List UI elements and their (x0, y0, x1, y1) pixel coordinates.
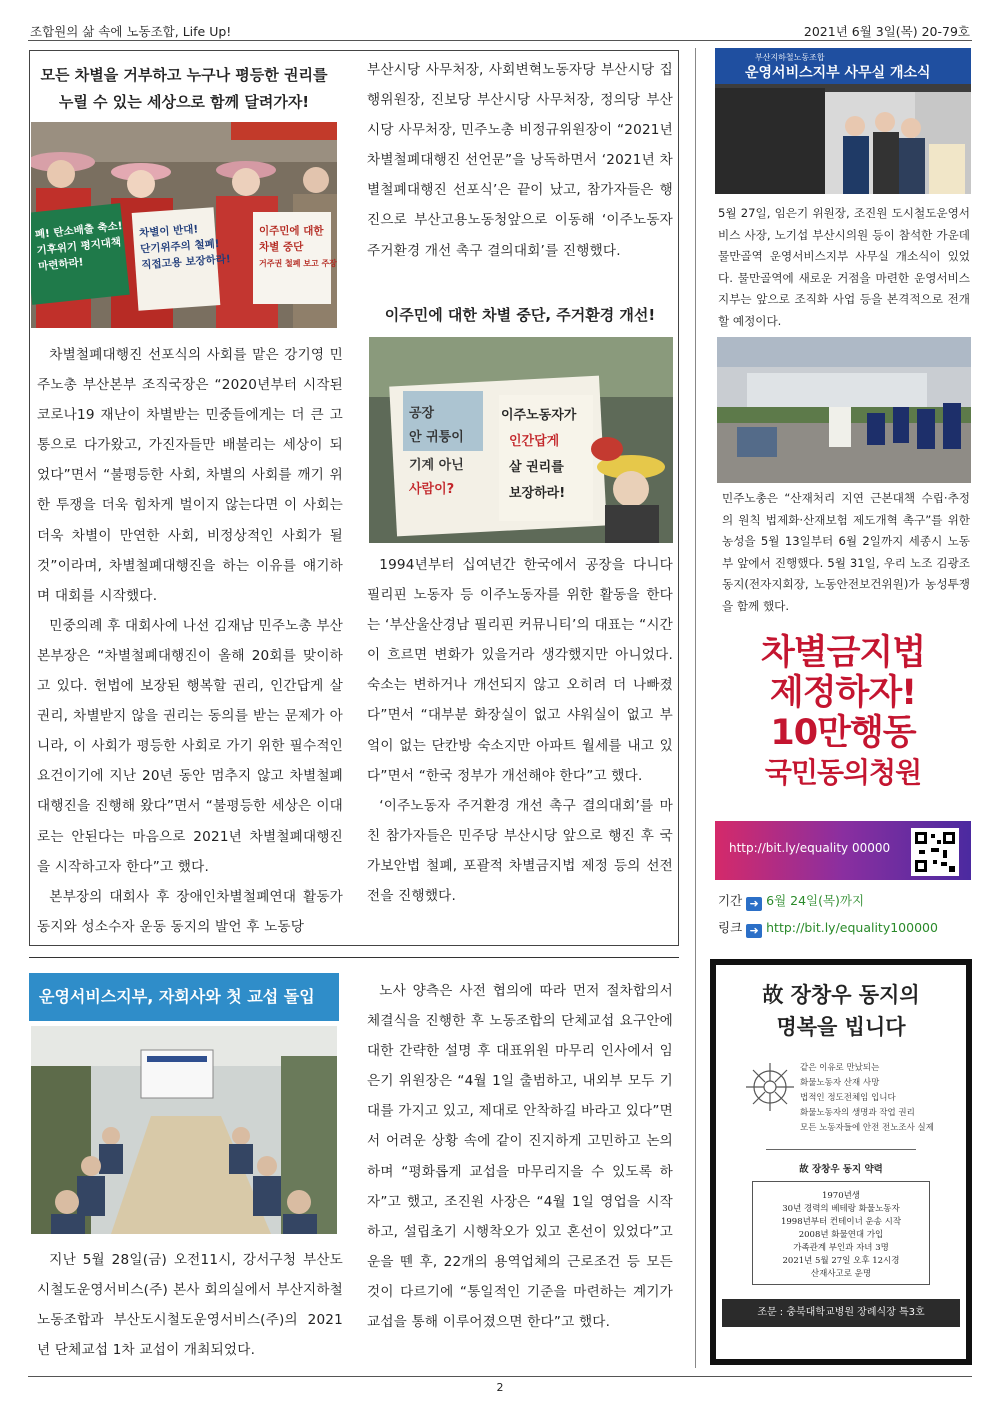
banner-small-text: 부산지하철노동조합 (755, 53, 825, 62)
memorial-bio-title: 故 장창우 동지 약력 (799, 1164, 883, 1175)
petition-url-link[interactable]: http://bit.ly/equality100000 (766, 920, 938, 935)
svg-text:운영서비스지부 사무실 개소식: 운영서비스지부 사무실 개소식 (745, 65, 931, 81)
memorial-poem: 같은 이유로 만났되는 화물노동자 산재 사망 법적인 정도전체임 입니다 화물노동자의 생명과 작업 권리 모든 노동자들에 안전 전노조사 실제 (800, 1063, 934, 1133)
svg-text:차별이 반대! 단기위주의 철폐!: 차별이 반대! 단기위주의 철폐! 직접고용 보장하라! (138, 223, 232, 272)
memorial-title-1: 故 장창우 동지의 (762, 982, 920, 1007)
article1-mid-column-top: 부산시당 사무처장, 사회변혁노동자당 부산시당 집행위원장, 진보당 부산시당 사무처장, 정의당 부산시당 사무처장, 민주노총 비정규위원장이 “2021년 차별철폐대행진 선언문”을 낭독하면서 ‘2021년 차별철폐대행진 선포식’은 끝이 났고, 참가자들은 행진으로 부산고용노동청앞으로 이동해 ‘이주노동자 주거환경 개선 촉구 결의대회’를 진행했다. (367, 62, 673, 259)
svg-text:이주민에 대한 차별 중단 거주권: 이주민에 대한 차별 중단 거주권 철폐 보고 주장 (259, 225, 337, 268)
article1-subheading: 이주민에 대한 차별 중단, 주거환경 개선! (384, 306, 656, 324)
migrant-rally-photo (369, 337, 673, 543)
chrysanthemum-icon (740, 1057, 800, 1117)
article1-mid-column-bottom: 1994년부터 십여년간 한국에서 공장을 다니다 필리핀 노동자 등 이주노동자를 위한 활동을 한다는 ‘부산울산경남 필리핀 커뮤니티’의 대표는 “시간이 흐르면 변화가 있을거라 생각했지만 아니었다. 숙소는 변하거나 개선되지 않고 오히려 더 나빠졌다”면서 “대부분 화장실이 없고 샤워실이 없고 부엌이 없는 단칸방 숙소지만 아파트 월세를 내고 있다”면서 “한국 정부가 개선해야 한다”고 했다. ‘이주노동자 주거환경 개선 촉구 결의대회’를 마친 참가자들은 민주당 부산시당 앞으로 행진 후 국가보안법 철폐, 포괄적 차별금지법 제정 등의 선전전을 진행했다. (367, 557, 673, 905)
poster-url: http://bit.ly/equality 00000 (729, 841, 891, 855)
poster-line-4: 국민동의청원 (764, 756, 922, 789)
memorial-bio: 1970년생 30년 경력의 베테랑 화물노동자 1998년부터 컨테이너 운송 시작 2008년 화물연대 가입 가족관계 부인과 자녀 3명 2021년 5월 27일 오후 12시경 산재사고로 운명 (752, 1181, 930, 1285)
article1-left-column: 차별철폐대행진 선포식의 사회를 맡은 강기영 민주노총 부산본부 조직국장은 “2020년부터 시작된 코로나19 재난이 차별받는 민중들에게는 더 큰 고통으로 다가왔고, 가진자들만 배불리는 세상이 되었다”면서 “불평등한 사회, 차별의 사회를 깨기 위한 투쟁을 더욱 힘차게 벌이지 않는다면 이 사회는 더욱 차별이 만연한 사회, 비정상적인 사회가 될 것”이라며, 차별철폐대행진을 하는 이유를 얘기하며 대회를 시작했다. 민중의례 후 대회사에 나선 김재남 민주노총 부산본부장은 “차별철폐대행진이 올해 20회를 맞이하고 있다. 헌법에 보장된 행복할 권리, 인간답게 살 권리, 차별받지 않을 권리는 동의를 받는 문제가 아니라, 이 사회가 평등한 사회로 가기 위한 필수적인 요건이기에 지난 20년 동안 멈추지 않고 차별철폐대행진을 진행해 왔다”면서 “불평등한 세상은 이대로는 안된다는 마음으로 2021년 차별철폐대행진을 시작하고자 한다”고 했다. 본부장의 대회사 후 장애인차별철폐연대 활동가 동지와 성소수자 운동 동지의 발언 후 노동당 (37, 347, 343, 935)
page-number: 2 (496, 1381, 504, 1394)
article2-headline: 운영서비스지부, 자회사와 첫 교섭 돌입 (29, 973, 339, 1021)
office-opening-caption: 5월 27일, 임은기 위원장, 조진원 도시철도운영서비스 사장, 노기섭 부산시의원 등이 참석한 가운데 물만골역 운영서비스지부 사무실 개소식이 있었다. 물만골역에 새로운 거점을 마련한 운영서비스지부는 앞으로 조직화 사업 등을 본격적으로 전개할 예정이다. (718, 206, 970, 328)
footer-rule (28, 1376, 972, 1377)
bargaining-meeting-photo (31, 1026, 337, 1234)
petition-period: 기간 ➜ 6월 24일(목)까지 (718, 893, 865, 910)
memorial-title-2: 명복을 빕니다 (776, 1014, 906, 1039)
poster-line-1: 차별금지법 (760, 633, 926, 673)
sidebar-divider (695, 48, 696, 1368)
header-rule (28, 40, 972, 41)
poster-line-2: 제정하자! (769, 673, 917, 713)
protest-photo (31, 122, 337, 328)
article2-rule (29, 957, 679, 958)
article2-left-column: 지난 5월 28일(금) 오전11시, 강서구청 부산도시철도운영서비스(주) 본사 회의실에서 부산지하철노동조합과 부산도시철도운영서비스(주)의 2021년 단체교섭 1차 교섭이 개최되었다. (37, 1252, 343, 1359)
article1-headline: 모든 차별을 거부하고 누구나 평등한 권리를 누릴 수 있는 세상으로 함께 달려가자! (40, 66, 328, 111)
qr-code-icon (911, 828, 959, 876)
office-opening-photo (715, 48, 971, 194)
svg-text:폐! 탄소배출 축소! 기후위기 평지대책: 폐! 탄소배출 축소! 기후위기 평지대책 마련하라! (34, 220, 124, 273)
arrow-right-icon: ➜ (746, 924, 762, 938)
sit-in-caption: 민주노총은 “산재처리 지연 근본대책 수립·추정의 원칙 법제화·산재보험 제도개혁 촉구”를 위한 농성을 5월 13일부터 6월 2일까지 세종시 노동부 앞에서 진행했다. 5월 31일, 우리 노조 김광조 동지(전자지회장, 노동안전보건위원)가 농성투쟁을 함께 했다. (722, 491, 970, 613)
equality-law-poster (715, 625, 971, 880)
petition-link: 링크 ➜ http://bit.ly/equality100000 (718, 920, 938, 937)
svg-text:공장 안 귀퉁이 기계 아닌: 공장 안 귀퉁이 기계 아닌 사람이? (409, 406, 464, 497)
memorial-footer: 조문 : 충북대학교병원 장례식장 특3호 (722, 1299, 960, 1327)
issue-date: 2021년 6월 3일(목) 20-79호 (803, 24, 970, 39)
poster-line-3: 10만행동 (770, 713, 916, 753)
arrow-right-icon: ➜ (746, 897, 762, 911)
article2-mid-column: 노사 양측은 사전 협의에 따라 먼저 절차합의서 체결식을 진행한 후 노동조합의 단체교섭 요구안에 대한 간략한 설명 후 대표위원 마무리 인사에서 임은기 위원장은 “4월 1일 출범하고, 내외부 모두 기대를 가지고 있고, 제대로 안착하길 바라고 있다”면서 어려운 상황 속에 같이 진지하게 고민하고 논의하며 “평화롭게 교섭을 마무리지을 수 있도록 하자”고 했고, 조진원 사장은 “4월 1일 영업을 시작하고, 설립초기 시행착오가 있고 혼선이 있었다”고 운을 뗀 후, 22개의 용역업체의 근로조건 등 모든 것이 다르기에 “통일적인 기준을 마련하는 계기가 교섭을 통해 이루어졌으면 한다”고 했다. (367, 983, 673, 1331)
poster-footer-bar (715, 821, 971, 880)
svg-text:이주노동자가 인간답게 살 권리를: 이주노동자가 인간답게 살 권리를 보장하라! (501, 408, 577, 501)
sign-text-line: 폐! 탄소배출 축소! (34, 220, 124, 242)
sit-in-photo (717, 337, 971, 483)
memorial-notice (710, 959, 972, 1365)
newsletter-slogan: 조합원의 삶 속에 노동조합, Life Up! (30, 24, 232, 39)
